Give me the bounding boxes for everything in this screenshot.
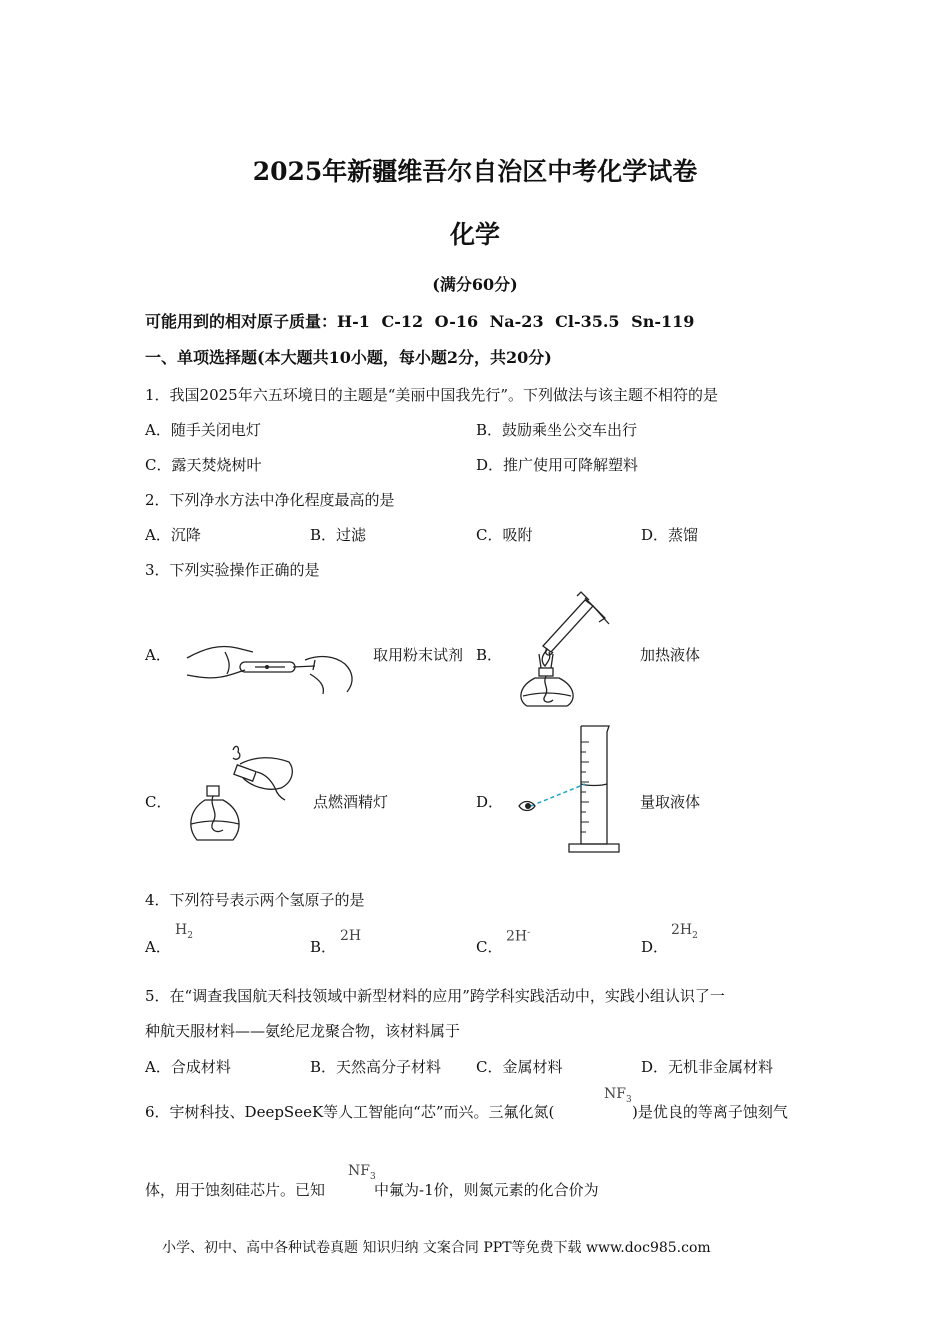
- question-5-option-b: B．天然高分子材料: [310, 1058, 442, 1076]
- question-4-option-a-letter: A．: [145, 938, 171, 956]
- question-6-line1-end: )是优良的等离子蚀刻气: [632, 1103, 788, 1121]
- question-4-option-c-formula: 2H-: [506, 928, 531, 945]
- question-4-option-c-letter: C．: [476, 938, 503, 956]
- question-6-line2-start: 体，用于蚀刻硅芯片。已知: [145, 1181, 326, 1199]
- question-5-stem-line2: 种航天服材料——氨纶尼龙聚合物，该材料属于: [145, 1022, 461, 1040]
- question-3-option-a-letter: A．: [145, 646, 171, 664]
- question-2-stem: 2．下列净水方法中净化程度最高的是: [145, 491, 395, 509]
- question-2-option-b: B．过滤: [310, 526, 367, 544]
- question-6-line1-start: 6．宇树科技、DeepSeeK等人工智能向“芯”而兴。三氟化氮(: [145, 1103, 555, 1121]
- question-3-option-b-caption: 加热液体: [640, 646, 701, 664]
- question-1-option-c: C．露天焚烧树叶: [145, 456, 262, 474]
- question-5-option-c: C．金属材料: [476, 1058, 563, 1076]
- question-5-option-d: D．无机非金属材料: [641, 1058, 774, 1076]
- question-1-option-d: D．推广使用可降解塑料: [476, 456, 639, 474]
- question-4-stem: 4．下列符号表示两个氢原子的是: [145, 891, 365, 909]
- question-6-formula-2: $NF_3$: [348, 1163, 376, 1182]
- page-title: 2025年新疆维吾尔自治区中考化学试卷: [252, 157, 698, 186]
- figure-powder-sampling: [185, 630, 365, 705]
- question-1-option-a: A．随手关闭电灯: [145, 421, 261, 439]
- question-5-stem-line1: 5．在“调查我国航天科技领域中新型材料的应用”跨学科实践活动中，实践小组认识了一: [145, 987, 725, 1005]
- question-6-line2-end: 中氟为-1价，则氮元素的化合价为: [374, 1181, 599, 1199]
- question-5-option-a: A．合成材料: [145, 1058, 231, 1076]
- atomic-masses: 可能用到的相对原子质量：H-1 C-12 O-16 Na-23 Cl-35.5 Sn-119: [145, 312, 695, 331]
- question-3-option-a-caption: 取用粉末试剂: [373, 646, 464, 664]
- figure-heating-liquid: [515, 588, 620, 713]
- question-2-option-c: C．吸附: [476, 526, 533, 544]
- question-4-option-d-letter: D．: [641, 938, 669, 956]
- question-3-option-d-caption: 量取液体: [640, 793, 701, 811]
- question-3-option-b-letter: B．: [476, 646, 503, 664]
- question-4-option-d-formula: $2H_2$: [671, 922, 698, 941]
- question-4-option-b-letter: B．: [310, 938, 337, 956]
- page-subtitle: 化学: [449, 220, 500, 249]
- question-1-stem: 1．我国2025年六五环境日的主题是“美丽中国我先行”。下列做法与该主题不相符的是: [145, 386, 719, 404]
- question-6-formula-1: $NF_3$: [604, 1086, 632, 1105]
- question-2-option-a: A．沉降: [145, 526, 201, 544]
- question-3-option-d-letter: D．: [476, 793, 504, 811]
- question-4-option-a-formula: $H_2$: [175, 922, 193, 941]
- figure-measuring-cylinder: [515, 722, 620, 857]
- question-3-stem: 3．下列实验操作正确的是: [145, 561, 320, 579]
- figure-lighting-lamp: [185, 742, 300, 852]
- question-3-option-c-letter: C．: [145, 793, 172, 811]
- full-score: (满分60分): [432, 275, 518, 294]
- question-3-option-c-caption: 点燃酒精灯: [313, 793, 389, 811]
- footer-text: 小学、初中、高中各种试卷真题 知识归纳 文案合同 PPT等免费下载 www.doc985.com: [162, 1240, 711, 1256]
- question-1-option-b: B．鼓励乘坐公交车出行: [476, 421, 638, 439]
- question-4-option-b-formula: 2H: [340, 928, 362, 944]
- section-heading: 一、单项选择题(本大题共10小题，每小题2分，共20分): [145, 348, 552, 367]
- question-2-option-d: D．蒸馏: [641, 526, 699, 544]
